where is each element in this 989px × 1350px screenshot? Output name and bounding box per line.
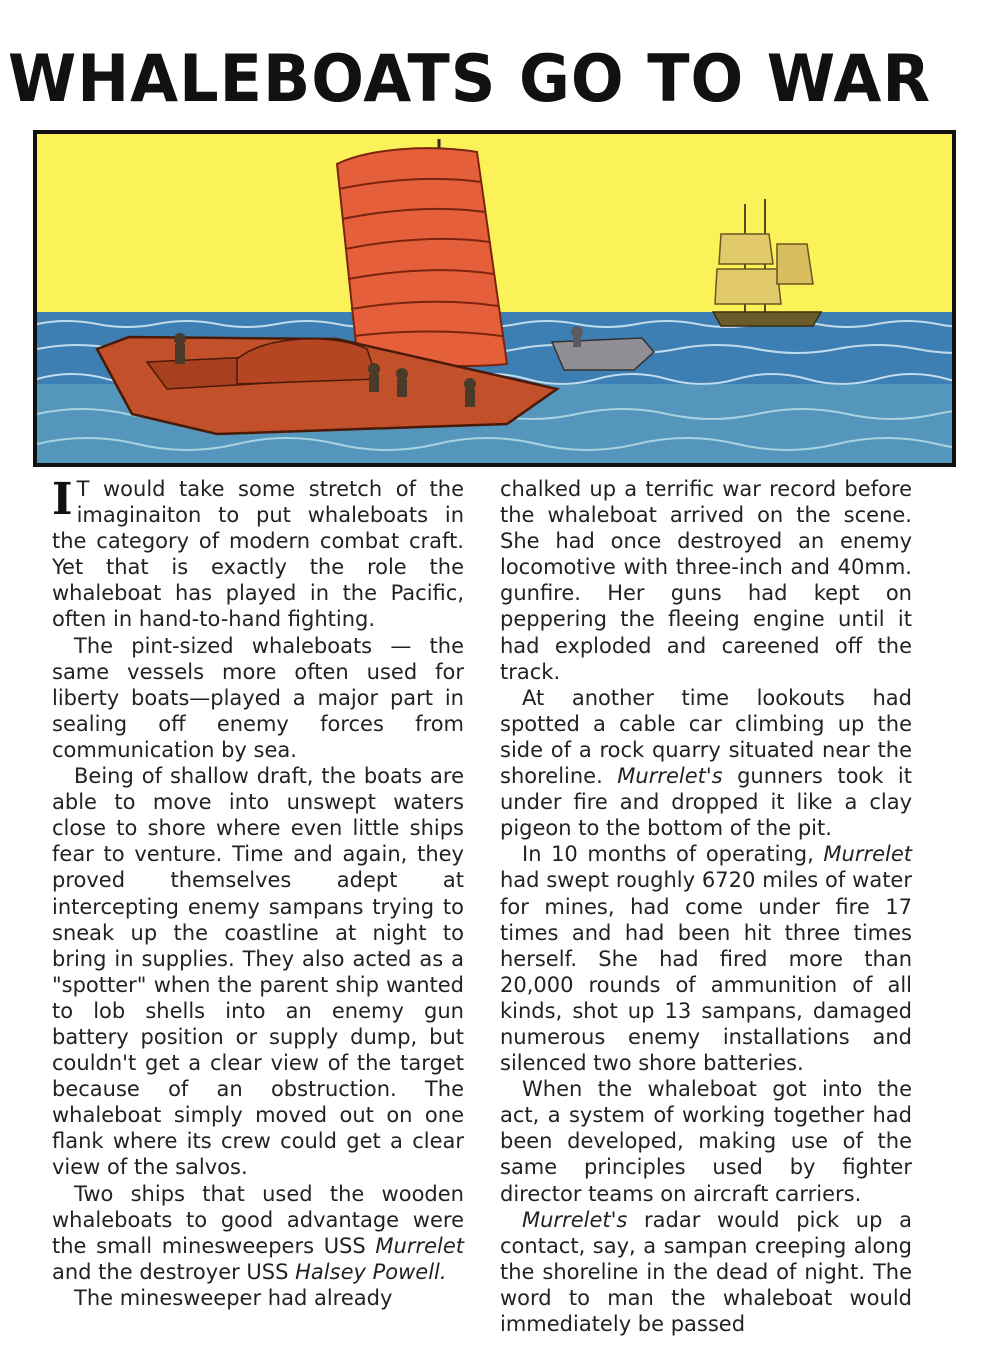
ship-name: Murrelet's xyxy=(522,1207,628,1232)
paragraph: The minesweeper had already xyxy=(74,1285,393,1310)
ship-name: Murrelet xyxy=(823,842,912,867)
ship-name: Halsey Powell. xyxy=(295,1259,447,1284)
paragraph: Being of shallow draft, the boats are able to move into unswept waters close to shore where even little ships fear to venture. Time and again, they proved themselves adept at intercepting enemy sampans trying to sneak up the coastline at night to bring in supplies. They also acted as a "spotter" when the parent ship wanted to lob shells into an enemy gun battery position or supply dump, but couldn't get a clear view of the target because of an obstruction. The whaleboat simply moved out on one flank where its crew could get a clear view of the salvos. xyxy=(52,764,464,1180)
left-column xyxy=(52,476,464,1311)
junk-illustration xyxy=(33,130,956,467)
paragraph-text: radar would pick up a contact, say, a sampan creeping along the shoreline in the dead of night. The word to man the whaleboat would immediately be passed xyxy=(500,1207,912,1336)
right-column xyxy=(500,476,912,1337)
drop-cap: I xyxy=(52,474,73,525)
paragraph xyxy=(500,1207,912,1337)
paragraph xyxy=(52,476,464,633)
paragraph xyxy=(52,1181,464,1285)
page-title: WHALEBOATS GO TO WAR xyxy=(7,40,932,117)
paragraph: When the whaleboat got into the act, a system of working together had been developed, making use of the same principles used by fighter director teams on aircraft carriers. xyxy=(500,1077,912,1206)
ship-name: Murrelet xyxy=(375,1233,464,1258)
paragraph-text: At another time lookouts had spotted a cable car climbing up the side of a rock quarry situated near the shoreline. xyxy=(500,685,912,789)
ship-name: Murrelet's xyxy=(617,764,723,789)
paragraph xyxy=(500,685,912,842)
paragraph: chalked up a terrific war record before the whaleboat arrived on the scene. She had once destroyed an enemy locomotive with three-inch and 40mm. gunfire. Her guns had kept on peppering the fleeing engine until it had exploded and careened off the track. xyxy=(500,477,912,684)
paragraph-text: Two ships that used the wooden whaleboats to good advantage were the small minesweepers USS xyxy=(52,1181,464,1258)
paragraph-text: and the destroyer USS xyxy=(52,1259,296,1284)
paragraph: The pint-sized whaleboats — the same vessels more often used for liberty boats—played a major part in sealing off enemy forces from communication by sea. xyxy=(52,633,464,762)
sea-scene-svg xyxy=(37,134,952,463)
paragraph-text: T would take some stretch of the imaginaiton to put whaleboats in the category of modern combat craft. Yet that is exactly the role the whaleboat has played in the Pacific, often in hand-to-hand fighting. xyxy=(52,477,464,632)
paragraph-text: In 10 months of operating, xyxy=(522,842,824,867)
paragraph xyxy=(500,841,912,1076)
paragraph-text: had swept roughly 6720 miles of water for mines, had come under fire 17 times and had been hit three times herself. She had fired more than 20,000 rounds of ammunition of all kinds, shot up 13 sampans, damaged numerous enemy installations and silenced two shore batteries. xyxy=(500,868,912,1076)
paragraph-text: gunners took it under fire and dropped it like a clay pigeon to the bottom of the pit. xyxy=(500,764,912,841)
